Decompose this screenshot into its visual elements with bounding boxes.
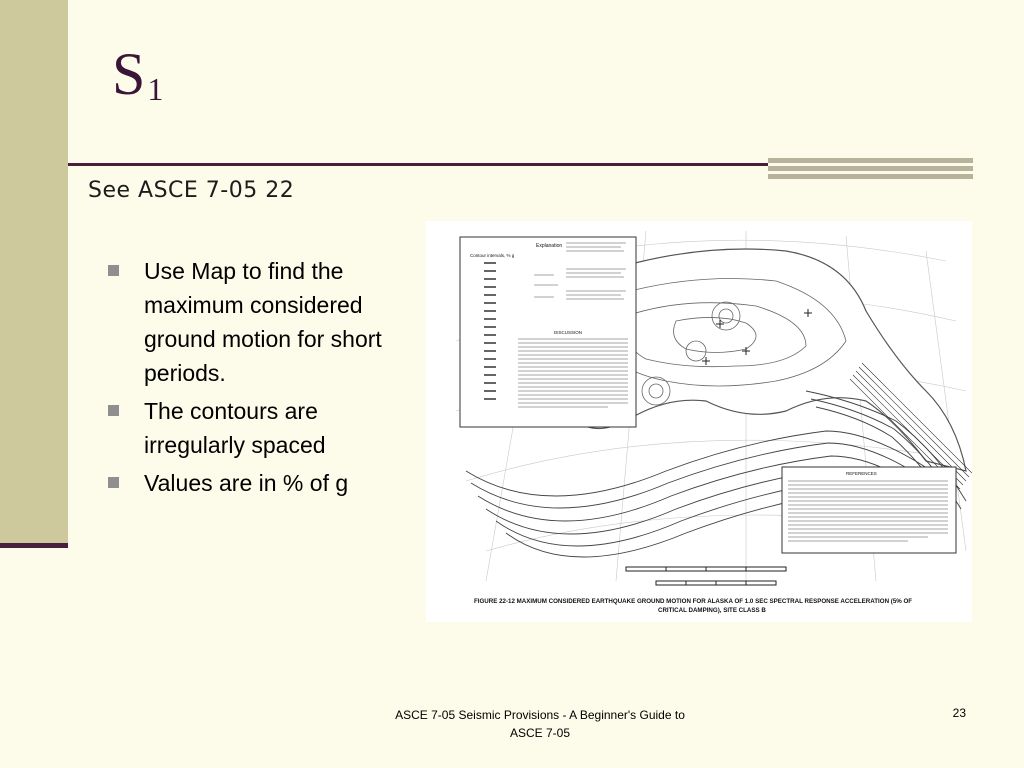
- bullet-square-icon: [108, 405, 119, 416]
- bullet-text: The contours are irregularly spaced: [144, 398, 326, 458]
- corner-bar: [768, 174, 973, 179]
- title-rule: [68, 163, 768, 166]
- bullet-item: [104, 466, 404, 500]
- title-subscript: 1: [147, 71, 164, 107]
- left-band-accent: [0, 543, 68, 548]
- alaska-contour-map: [426, 221, 972, 622]
- bullet-square-icon: [108, 477, 119, 488]
- bullet-item: [104, 254, 404, 390]
- slide-subtitle: See ASCE 7-05 22: [88, 178, 295, 203]
- bullet-text: Values are in % of g: [144, 470, 349, 496]
- figure-caption-line1: FIGURE 22-12 MAXIMUM CONSIDERED EARTHQUAKE GROUND MOTION FOR ALASKA OF 1.0 SEC SPECTRAL RESPONSE ACCELERATION (5% OF: [474, 598, 913, 605]
- seismic-map-figure: [426, 221, 972, 622]
- slide-title: [112, 41, 164, 107]
- legend-heading: Explanation: [536, 243, 563, 249]
- corner-bar: [768, 158, 973, 163]
- bullet-list: [104, 254, 404, 504]
- bullet-square-icon: [108, 265, 119, 276]
- corner-bar: [768, 166, 973, 171]
- figure-caption-line2: CRITICAL DAMPING), SITE CLASS B: [658, 607, 766, 614]
- bullet-item: [104, 394, 404, 462]
- scale-bars: [626, 567, 786, 585]
- page-number: 23: [952, 706, 966, 720]
- corner-decoration: [768, 158, 973, 182]
- discussion-heading: DISCUSSION: [554, 330, 583, 335]
- left-decorative-band: [0, 0, 68, 548]
- slide-footer: ASCE 7-05 Seismic Provisions - A Beginner's Guide to ASCE 7-05: [395, 708, 685, 740]
- title-main: S: [112, 41, 146, 107]
- legend-contour-label: Contour intervals, % g: [470, 253, 515, 258]
- references-box: [782, 467, 956, 553]
- references-heading: REFERENCES: [846, 471, 877, 476]
- bullet-text: Use Map to find the maximum considered ground motion for short periods.: [144, 258, 382, 386]
